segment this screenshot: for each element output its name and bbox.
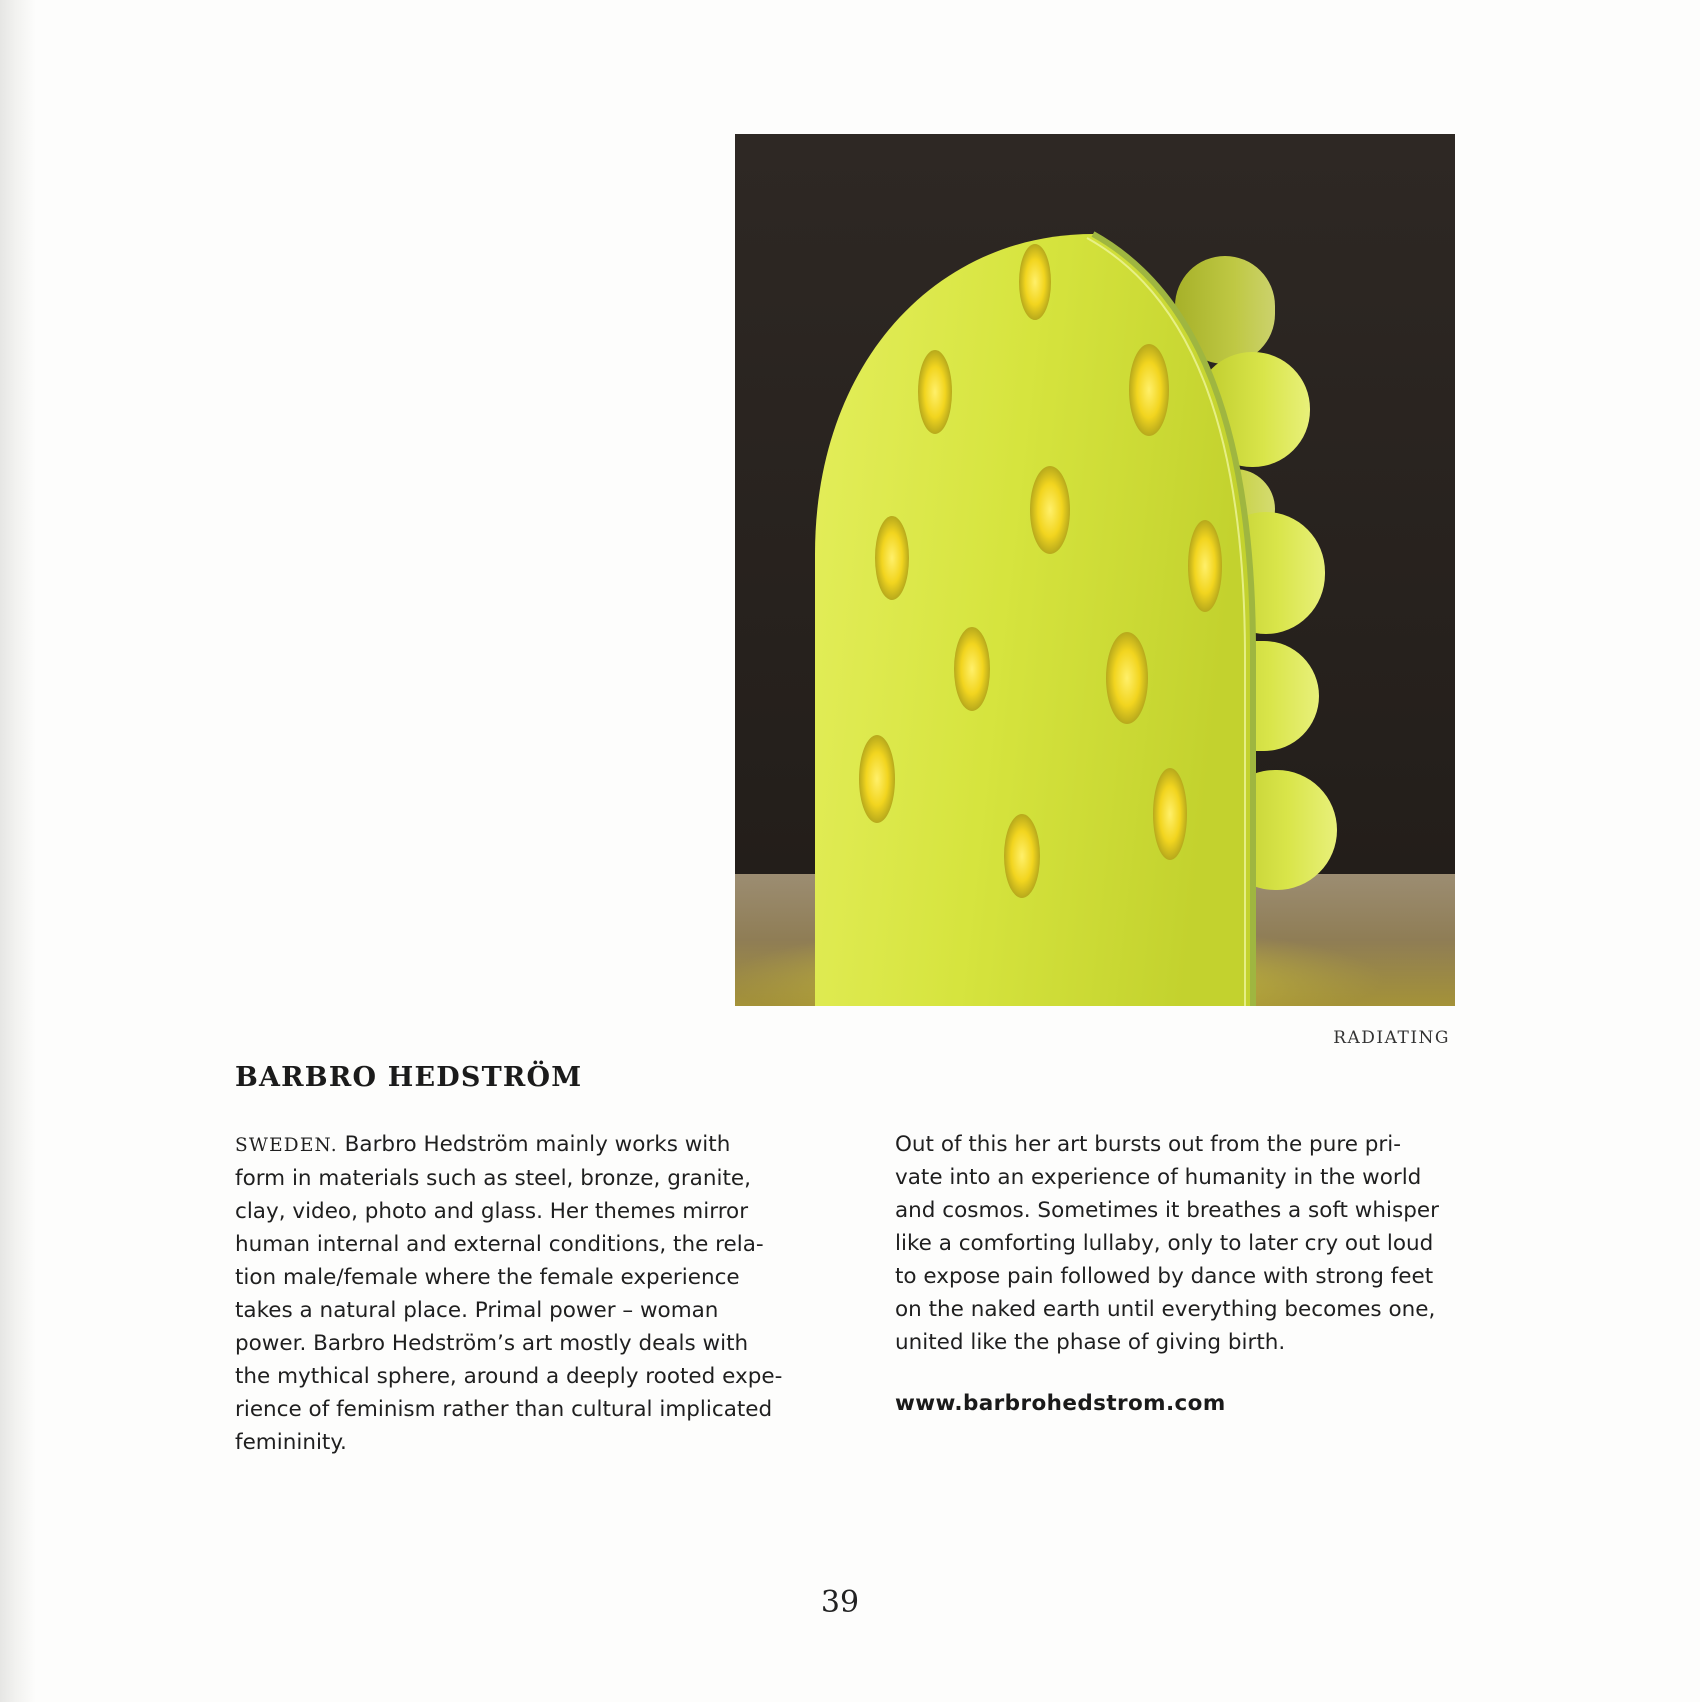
bio-left-column [235, 1128, 795, 1459]
artist-name-heading: BARBRO HEDSTRÖM [235, 1062, 583, 1093]
bio-left-line: SWEDEN. Barbro Hedström mainly works with [235, 1132, 731, 1157]
page-number: 39 [820, 1585, 860, 1620]
bio-left-line: femininity. [235, 1430, 347, 1455]
bio-right-line: on the naked earth until everything becomes one, [895, 1297, 1436, 1322]
bio-right-line: vate into an experience of humanity in the world [895, 1165, 1422, 1190]
bio-left-line: human internal and external conditions, the rela- [235, 1232, 764, 1257]
bio-left-line: takes a natural place. Primal power – woman [235, 1298, 719, 1323]
bio-left-line: form in materials such as steel, bronze, granite, [235, 1166, 751, 1191]
bio-right-line: Out of this her art bursts out from the pure pri- [895, 1132, 1401, 1157]
page-gutter-shadow [0, 0, 36, 1702]
bio-left-line: tion male/female where the female experience [235, 1265, 740, 1290]
bio-left-line: rience of feminism rather than cultural implicated [235, 1397, 773, 1422]
artist-website-link[interactable]: www.barbrohedstrom.com [895, 1391, 1226, 1416]
bio-left-line: clay, video, photo and glass. Her themes mirror [235, 1199, 749, 1224]
artwork-caption: RADIATING [1333, 1028, 1450, 1048]
artist-country: SWEDEN. [235, 1135, 338, 1156]
bio-right-line: to expose pain followed by dance with strong feet [895, 1264, 1434, 1289]
bio-right-line: like a comforting lullaby, only to later cry out loud [895, 1231, 1434, 1256]
bio-left-line: power. Barbro Hedström’s art mostly deals with [235, 1331, 749, 1356]
bio-left-line: the mythical sphere, around a deeply rooted expe- [235, 1364, 783, 1389]
bio-right-column [895, 1128, 1455, 1359]
bio-right-line: united like the phase of giving birth. [895, 1330, 1286, 1355]
bio-right-line: and cosmos. Sometimes it breathes a soft whisper [895, 1198, 1439, 1223]
artwork-photo [735, 134, 1455, 1006]
